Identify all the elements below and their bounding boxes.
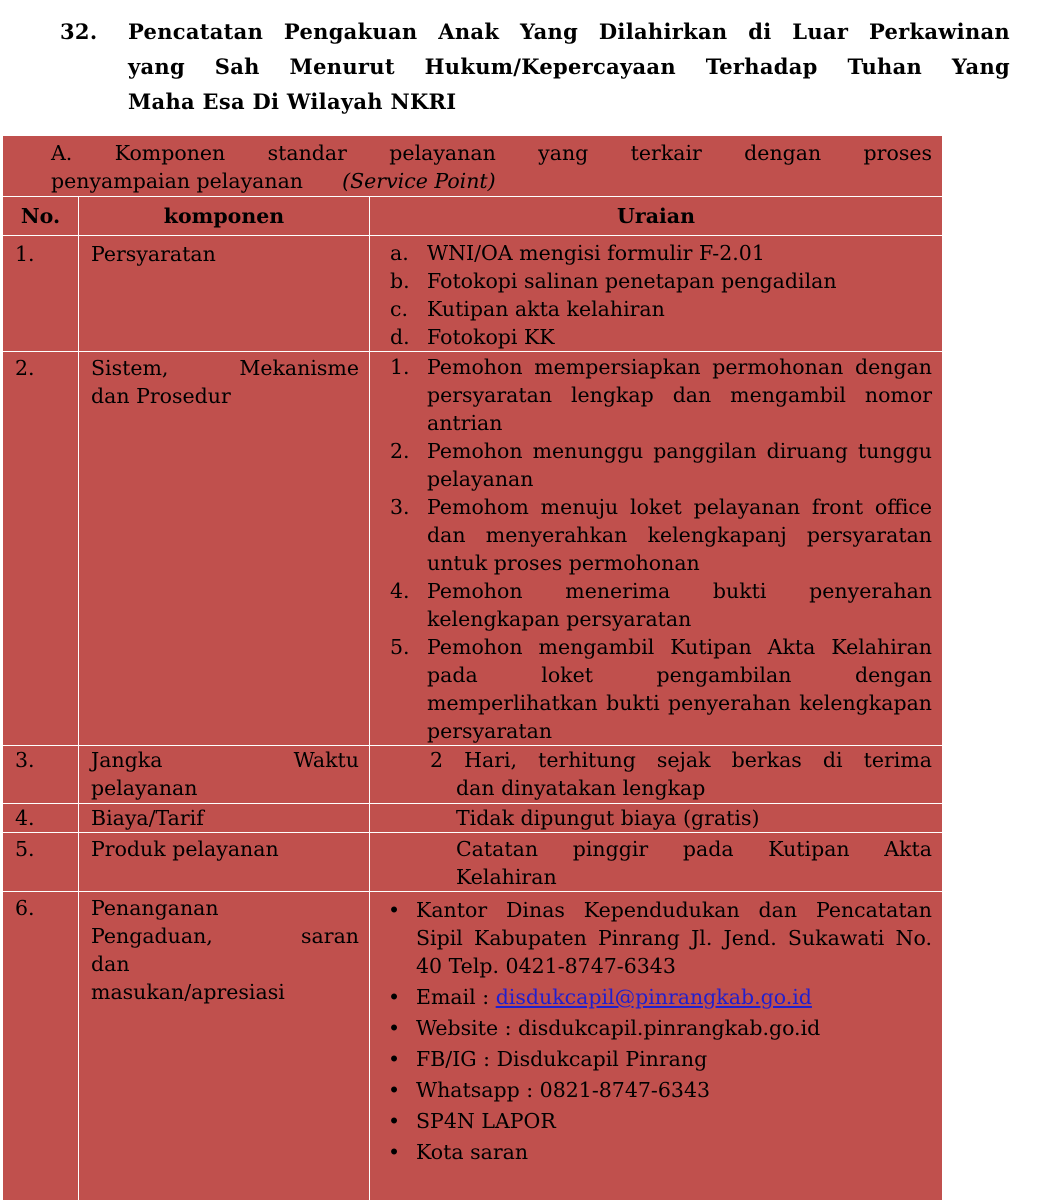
list-marker: b.	[390, 269, 410, 293]
table-intro	[3, 136, 943, 197]
list-marker: 1.	[390, 355, 410, 379]
list-text: Kutipan akta kelahiran	[427, 297, 665, 321]
komponen-line: pelayanan	[91, 776, 198, 800]
row-komponen: Biaya/Tarif	[79, 804, 370, 833]
email-link[interactable]: disdukcapil@pinrangkab.go.id	[495, 985, 812, 1009]
list-text: Whatsapp : 0821-8747-6343	[416, 1078, 711, 1102]
list-marker: a.	[390, 241, 409, 265]
row-uraian	[370, 746, 943, 804]
list-marker: 2.	[390, 439, 410, 463]
section-heading	[60, 14, 1010, 119]
list-text: Kota saran	[416, 1140, 529, 1164]
list-item	[390, 493, 932, 577]
list-item	[390, 295, 932, 323]
komponen-line: Penanganan	[91, 896, 219, 920]
bullet-icon: •	[388, 898, 401, 922]
row-number: 3.	[3, 746, 79, 804]
row-uraian	[370, 892, 943, 1201]
row-number: 5.	[3, 833, 79, 892]
bullet-icon: •	[388, 1078, 401, 1102]
list-text: Pemohon mengambil Kutipan Akta Kelahiran pada loket pengambilan dengan memperlihatkan bukti penyerahan kelengkapan persyaratan	[427, 635, 932, 743]
list-item	[390, 633, 932, 745]
intro-service-point: (Service Point)	[342, 169, 496, 193]
row-uraian	[370, 833, 943, 892]
komponen-line: Jangka Waktu	[91, 748, 359, 772]
list-text: Pemohon mempersiapkan permohonan dengan persyaratan lengkap dan mengambil nomor antrian	[427, 355, 932, 435]
row-komponen	[79, 352, 370, 746]
row-uraian: Tidak dipungut biaya (gratis)	[370, 804, 943, 833]
table-row	[3, 833, 943, 892]
list-text: Pemohon menunggu panggilan diruang tunggu pelayanan	[427, 439, 932, 491]
row-uraian	[370, 352, 943, 746]
list-item	[390, 239, 932, 267]
list-text: Fotokopi salinan penetapan pengadilan	[427, 269, 837, 293]
bullet-icon: •	[388, 1016, 401, 1040]
uraian-line: 2 Hari, terhitung sejak berkas di terima	[430, 748, 932, 772]
row-number: 1.	[3, 236, 79, 352]
list-item	[390, 577, 932, 633]
list-text	[416, 983, 932, 1011]
list-item	[388, 896, 932, 980]
title-line-1: Pencatatan Pengakuan Anak Yang Dilahirkan di Luar Perkawinan	[128, 19, 1010, 44]
uraian-line: Kelahiran	[456, 865, 557, 889]
list-text: Pemohon menerima bukti penyerahan kelengkapan persyaratan	[427, 579, 932, 631]
komponen-line: dan Prosedur	[91, 384, 231, 408]
row-number: 6.	[3, 892, 79, 1201]
title-line-3: Maha Esa Di Wilayah NKRI	[128, 89, 457, 114]
row-uraian	[370, 236, 943, 352]
list-item	[390, 353, 932, 437]
intro-line-2: penyampaian pelayanan	[51, 169, 304, 193]
list-text: Pemohom menuju loket pelayanan front office dan menyerahkan kelengkapanj persyaratan untuk proses permohonan	[427, 495, 932, 575]
list-item	[388, 983, 932, 1011]
table-intro-row	[3, 136, 943, 197]
list-item	[390, 323, 932, 351]
requirements-list	[370, 239, 942, 351]
complaint-channels-list	[370, 892, 942, 1166]
komponen-line: Pengaduan, saran	[91, 924, 359, 948]
row-number: 4.	[3, 804, 79, 833]
komponen-line: Sistem, Mekanisme	[91, 356, 359, 380]
section-title	[128, 14, 1010, 119]
list-text: Fotokopi KK	[427, 325, 555, 349]
service-standard-table	[2, 135, 943, 1201]
intro-line-1: A. Komponen standar pelayanan yang terkair dengan proses	[51, 141, 932, 165]
list-text: Kantor Dinas Kependudukan dan Pencatatan Sipil Kabupaten Pinrang Jl. Jend. Sukawati No. 40 Telp. 0421-8747-6343	[416, 898, 932, 978]
list-marker: 4.	[390, 579, 410, 603]
list-text: WNI/OA mengisi formulir F-2.01	[427, 241, 765, 265]
row-komponen	[79, 746, 370, 804]
section-number: 32.	[60, 19, 98, 44]
list-marker: d.	[390, 325, 410, 349]
table-row	[3, 352, 943, 746]
list-marker: 3.	[390, 495, 410, 519]
uraian-line: Catatan pinggir pada Kutipan Akta	[456, 837, 932, 861]
row-komponen: Produk pelayanan	[79, 833, 370, 892]
row-komponen: Persyaratan	[79, 236, 370, 352]
list-text: SP4N LAPOR	[416, 1109, 556, 1133]
header-uraian: Uraian	[370, 197, 943, 236]
procedure-list	[370, 353, 942, 745]
header-komponen: komponen	[79, 197, 370, 236]
email-label: Email :	[416, 985, 496, 1009]
list-item	[390, 267, 932, 295]
komponen-line: dan	[91, 952, 130, 976]
list-item	[388, 1014, 932, 1042]
list-item	[388, 1138, 932, 1166]
list-text: Website : disdukcapil.pinrangkab.go.id	[416, 1016, 821, 1040]
table-row	[3, 236, 943, 352]
bullet-icon: •	[388, 1109, 401, 1133]
list-marker: 5.	[390, 635, 410, 659]
table-row	[3, 892, 943, 1201]
uraian-line: dan dinyatakan lengkap	[456, 776, 706, 800]
table-row	[3, 804, 943, 833]
service-table-container	[2, 135, 942, 1195]
list-item	[388, 1076, 932, 1104]
row-number: 2.	[3, 352, 79, 746]
table-row	[3, 746, 943, 804]
bullet-icon: •	[388, 1140, 401, 1164]
list-marker: c.	[390, 297, 408, 321]
bullet-icon: •	[388, 985, 401, 1009]
title-line-2: yang Sah Menurut Hukum/Kepercayaan Terhadap Tuhan Yang	[128, 54, 1010, 79]
bullet-icon: •	[388, 1047, 401, 1071]
header-no: No.	[3, 197, 79, 236]
komponen-line: masukan/apresiasi	[91, 980, 285, 1004]
table-header-row	[3, 197, 943, 236]
list-text: FB/IG : Disdukcapil Pinrang	[416, 1047, 708, 1071]
list-item	[388, 1107, 932, 1135]
list-item	[388, 1045, 932, 1073]
row-komponen	[79, 892, 370, 1201]
list-item	[390, 437, 932, 493]
